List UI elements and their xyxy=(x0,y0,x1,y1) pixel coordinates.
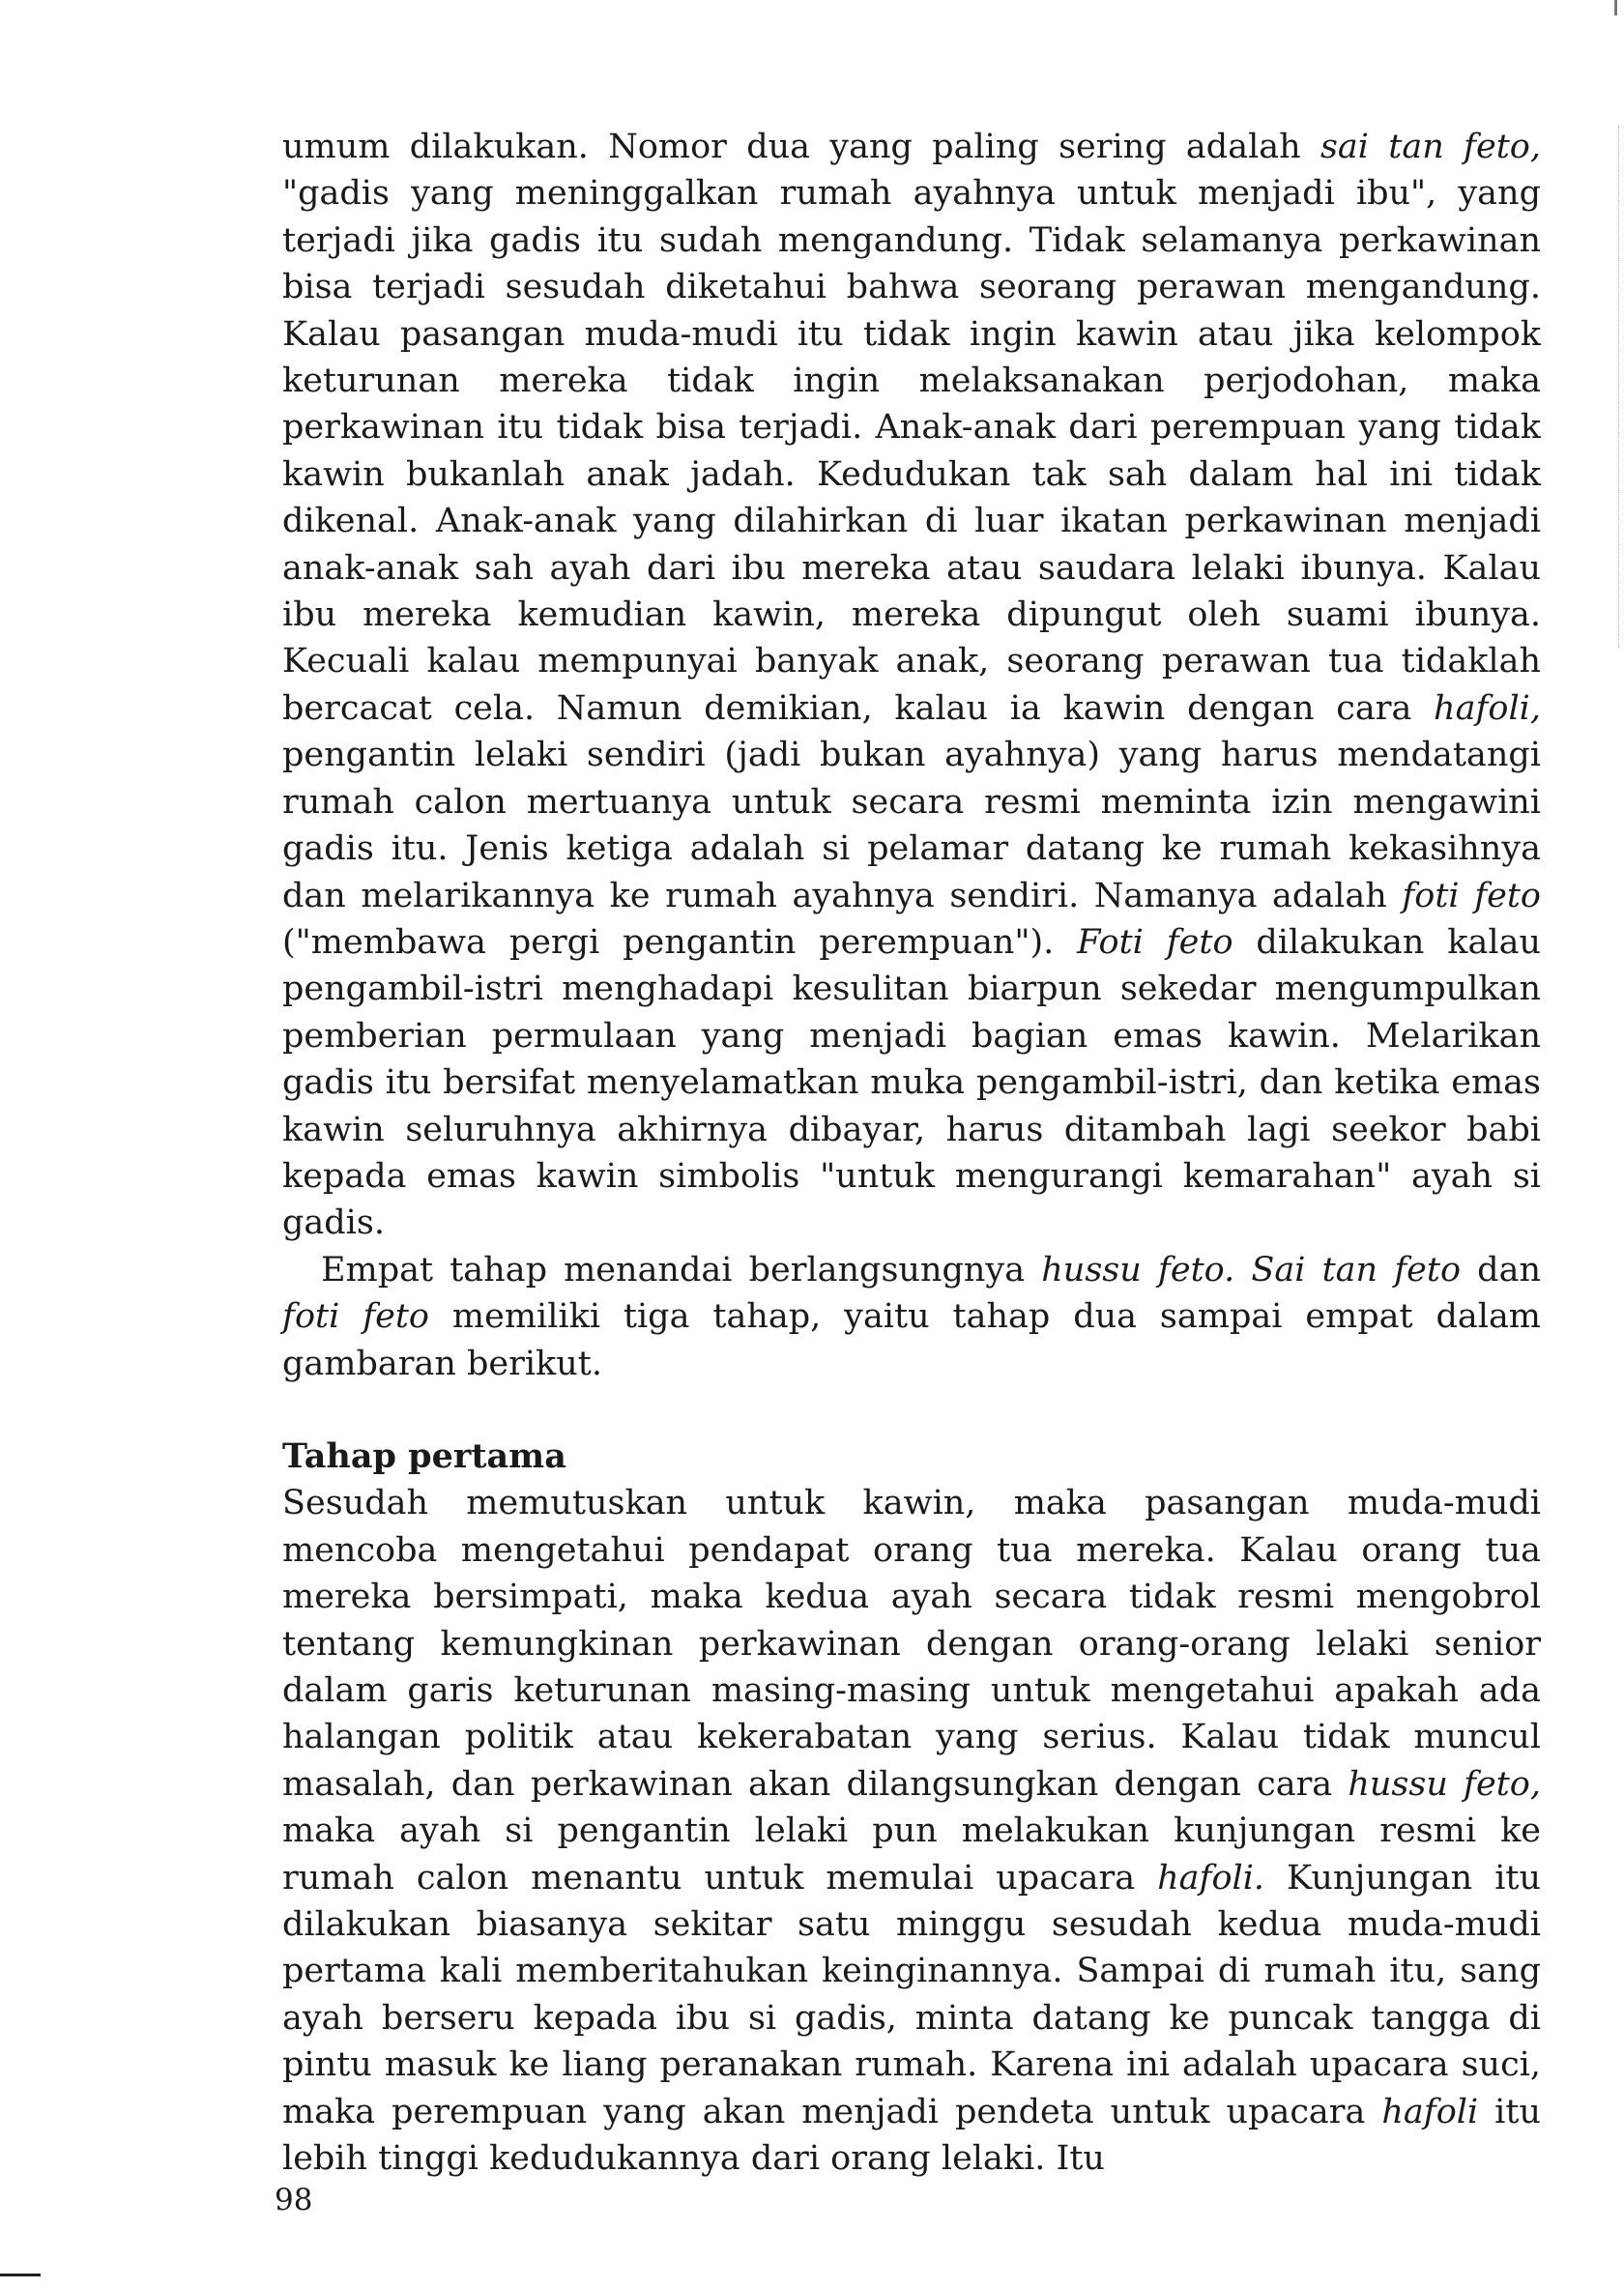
section-paragraph xyxy=(282,1480,1541,2182)
text-run: dilakukan kalau pengambil-istri menghadapi kesulitan biarpun sekedar mengumpulkan pemberian permulaan yang menjadi bagian emas kawin. Melarikan gadis itu bersifat menyelamatkan muka pengambil-istri, dan ketika emas kawin seluruhnya akhirnya dibayar, harus ditambah lagi seekor babi kepada emas kawin simbolis "untuk mengurangi kemarahan" ayah si gadis. xyxy=(282,922,1541,1243)
italic-term: sai tan feto, xyxy=(1320,128,1541,166)
text-run: itu lebih tinggi kedudukannya dari orang lelaki. Itu xyxy=(282,2092,1541,2179)
italic-term: hussu feto. Sai tan feto xyxy=(1041,1250,1462,1289)
text-run: ("membawa pergi pengantin perempuan"). xyxy=(282,922,1078,962)
italic-term: foti feto xyxy=(282,1297,430,1337)
text-run: maka ayah si pengantin lelaki pun melakukan kunjungan resmi ke rumah calon menantu untuk memulai upacara xyxy=(282,1811,1541,1898)
text-run: pengantin lelaki sendiri (jadi bukan ayahnya) yang harus mendatangi rumah calon mertuanya untuk secara resmi meminta izin mengawini gadis itu. Jenis ketiga adalah si pelamar datang ke rumah kekasihnya dan melarikannya ke rumah ayahnya sendiri. Namanya adalah xyxy=(282,736,1541,915)
paragraph-2 xyxy=(282,1247,1541,1387)
italic-term: hussu feto, xyxy=(1348,1764,1541,1804)
text-run: Sesudah memutuskan untuk kawin, maka pasangan muda-mudi mencoba mengetahui pendapat orang tua mereka. Kalau orang tua mereka bersimpati, maka kedua ayah secara tidak resmi mengobrol tentang kemungkinan perkawinan dengan orang-orang lelaki senior dalam garis keturunan masing-masing untuk mengetahui apakah ada halangan politik atau kekerabatan yang serius. Kalau tidak muncul masalah, dan perkawinan akan dilangsungkan dengan cara xyxy=(282,1484,1541,1804)
text-run: Kunjungan itu dilakukan biasanya sekitar satu minggu sesudah kedua muda-mudi pertama kali memberitahukan keinginannya. Sampai di rumah itu, sang ayah berseru kepada ibu si gadis, minta datang ke puncak tangga di pintu masuk ke liang peranakan rumah. Karena ini adalah upacara suci, maka perempuan yang akan menjadi pendeta untuk upacara xyxy=(282,1858,1541,2131)
section-heading: Tahap pertama xyxy=(282,1435,566,1476)
text-run: umum dilakukan. Nomor dua yang paling sering adalah xyxy=(282,128,1320,166)
text-run: dan xyxy=(1461,1250,1541,1289)
scan-edge-artifact xyxy=(1618,126,1620,648)
italic-term: hafoli, xyxy=(1434,688,1541,728)
scan-mark-top xyxy=(1614,0,1617,15)
italic-term: foti feto xyxy=(1402,876,1541,915)
text-run: "gadis yang meninggalkan rumah ayahnya untuk menjadi ibu", yang terjadi jika gadis itu sudah mengandung. Tidak selamanya perkawinan bisa terjadi sesudah diketahui bahwa seorang perawan mengandung. Kalau pasangan muda-mudi itu tidak ingin kawin atau jika kelompok keturunan mereka tidak ingin melaksanakan perjodohan, maka perkawinan itu tidak bisa terjadi. Anak-anak dari perempuan yang tidak kawin bukanlah anak jadah. Kedudukan tak sah dalam hal ini tidak dikenal. Anak-anak yang dilahirkan di luar ikatan perkawinan menjadi anak-anak sah ayah dari ibu mereka atau saudara lelaki ibunya. Kalau ibu mereka kemudian kawin, mereka dipungut oleh suami ibunya. Kecuali kalau mempunyai banyak anak, seorang perawan tua tidaklah bercacat cela. Namun demikian, kalau ia kawin dengan cara xyxy=(282,174,1541,728)
paragraph-1 xyxy=(282,124,1541,1247)
text-run: Empat tahap menandai berlangsungnya xyxy=(321,1250,1042,1289)
text-run: memiliki tiga tahap, yaitu tahap dua sampai empat dalam gambaran berikut. xyxy=(282,1297,1542,1383)
scan-mark-bottom xyxy=(0,2274,41,2276)
page-number: 98 xyxy=(275,2183,313,2217)
italic-term: hafoli. xyxy=(1157,1858,1265,1898)
italic-term: hafoli xyxy=(1381,2092,1479,2131)
body-text xyxy=(282,124,1541,2182)
italic-term: Foti feto xyxy=(1077,922,1233,962)
